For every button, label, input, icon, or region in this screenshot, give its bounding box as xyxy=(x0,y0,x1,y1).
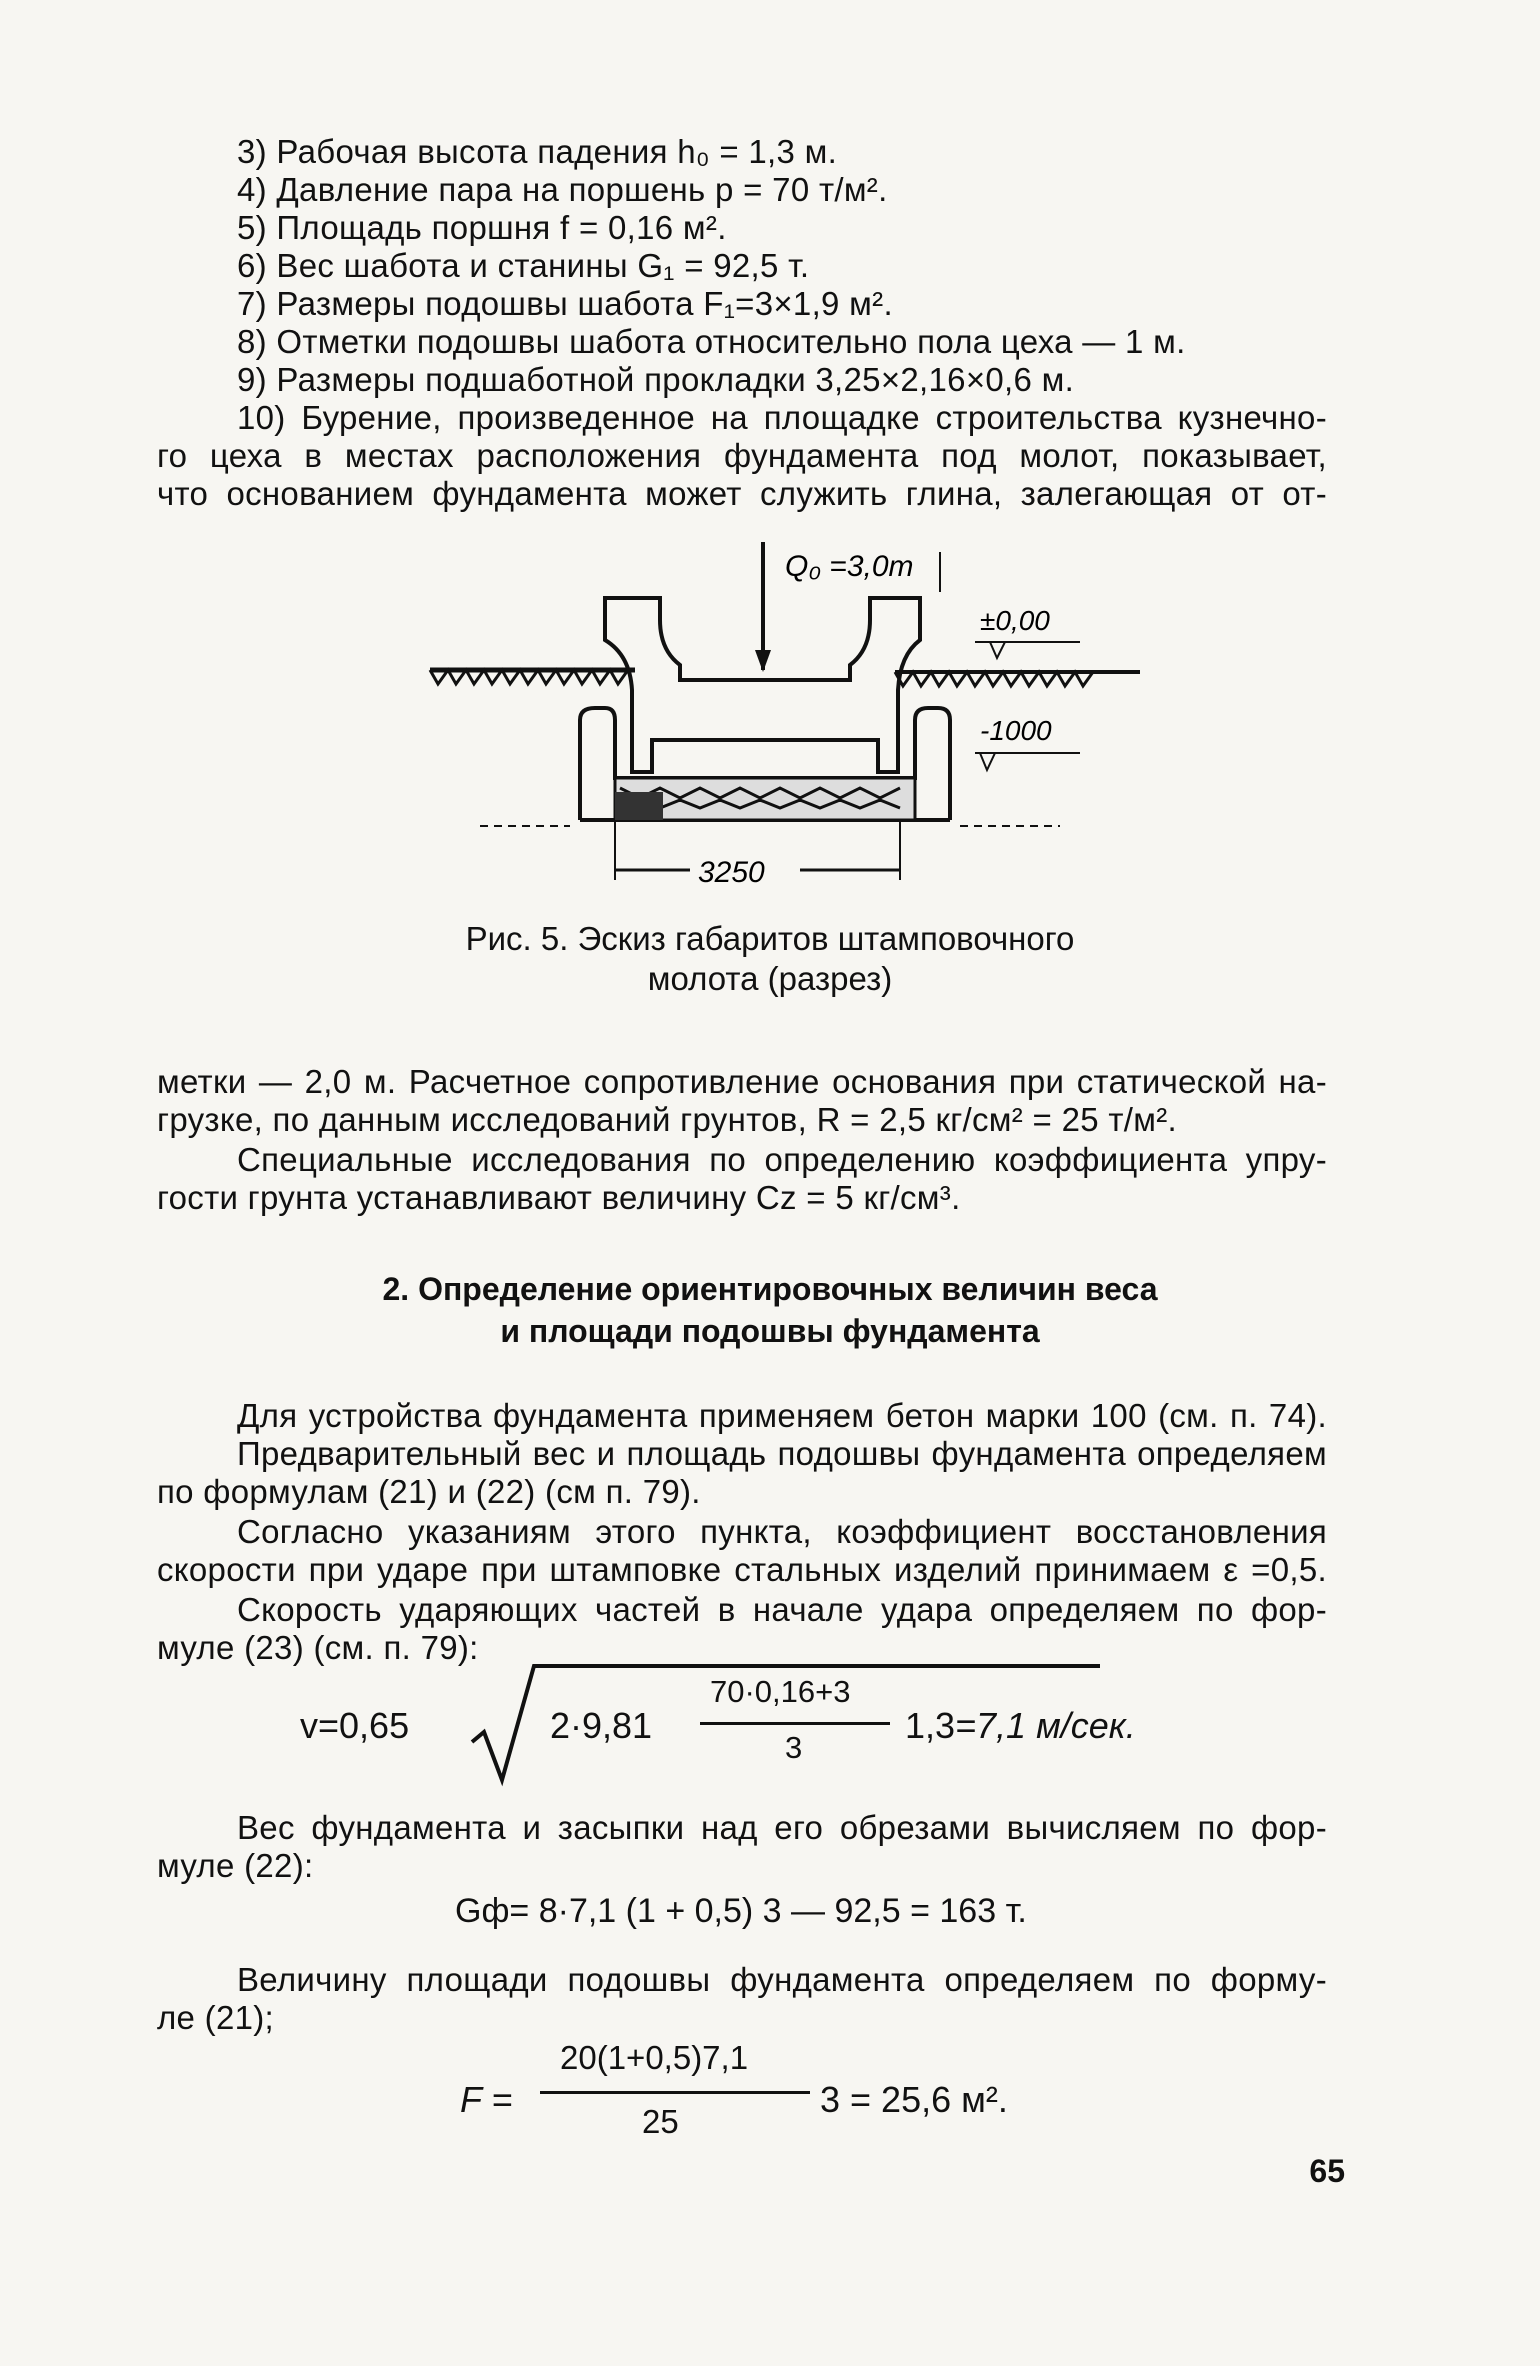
list-item-5: 5) Площадь поршня f = 0,16 м². xyxy=(237,209,727,246)
para4-line-2: муле (22): xyxy=(157,1847,314,1884)
para3-line-7: муле (23) (см. п. 79): xyxy=(157,1629,479,1666)
load-arrow-head xyxy=(755,650,771,672)
cushion-dark-left xyxy=(615,792,663,820)
ground-right-hatch xyxy=(895,672,1093,686)
item10-line-2: го цеха в местах расположения фундамента под молот, показывает, xyxy=(157,437,1327,474)
formula-v-post: 1,3 xyxy=(905,1705,956,1746)
area-formula xyxy=(460,2035,1060,2155)
level-minus-marker xyxy=(980,753,995,770)
formula-f-numerator: 20(1+0,5)7,1 xyxy=(560,2039,749,2076)
width-dimension-label: 3250 xyxy=(698,856,765,889)
formula-v-numerator: 70·0,16+3 xyxy=(710,1674,851,1709)
page-number: 65 xyxy=(1309,2153,1345,2189)
weight-formula: Gф= 8·7,1 (1 + 0,5) 3 — 92,5 = 163 т. xyxy=(455,1892,1027,1930)
para3-line-6: Скорость ударяющих частей в начале удара определяем по фор- xyxy=(237,1591,1327,1628)
para4-line-1: Вес фундамента и засыпки над его обрезами вычисляем по фор- xyxy=(237,1809,1327,1846)
para3-line-3: по формулам (21) и (22) (см п. 79). xyxy=(157,1473,701,1510)
item10-line-3: что основанием фундамента может служить глина, залегающая от от- xyxy=(157,475,1327,512)
level-zero-label: ±0,00 xyxy=(980,605,1050,636)
load-label: Q₀ =3,0т xyxy=(785,550,914,583)
formula-v-fraction-bar xyxy=(700,1722,890,1725)
para2-line-1: Специальные исследования по определению коэффициента упру- xyxy=(237,1141,1327,1178)
para3-line-1: Для устройства фундамента применяем бетон марки 100 (см. п. 74). xyxy=(237,1397,1327,1434)
formula-v-pre: 2·9,81 xyxy=(550,1705,653,1746)
item10-line-1: 10) Бурение, произведенное на площадке строительства кузнечно- xyxy=(237,399,1327,436)
formula-f-rhs: 3 = 25,6 м². xyxy=(820,2079,1008,2120)
section-heading-line-2: и площади подошвы фундамента xyxy=(500,1313,1040,1349)
foundation-sketch xyxy=(400,530,1180,910)
formula-f-fraction-bar xyxy=(540,2091,810,2094)
list-item-4: 4) Давление пара на поршень p = 70 т/м². xyxy=(237,171,888,208)
level-zero-marker xyxy=(990,642,1005,658)
para5-line-2: ле (21); xyxy=(157,1999,275,2036)
list-item-6: 6) Вес шабота и станины G₁ = 92,5 т. xyxy=(237,247,810,284)
section-heading-line-1: 2. Определение ориентировочных величин веса xyxy=(382,1271,1158,1307)
para3-line-2: Предварительный вес и площадь подошвы фундамента определяем xyxy=(237,1435,1327,1472)
figure-caption-line-2: молота (разрез) xyxy=(647,960,893,997)
list-item-9: 9) Размеры подшаботной прокладки 3,25×2,16×0,6 м. xyxy=(237,361,1075,398)
level-minus-label: -1000 xyxy=(980,715,1052,746)
formula-v-lhs: v=0,65 xyxy=(300,1705,410,1746)
velocity-formula xyxy=(300,1660,1300,1790)
para3-line-5: скорости при ударе при штамповке стальных изделий принимаем ε =0,5. xyxy=(157,1551,1327,1588)
formula-v-rhs: =7,1 м/сек. xyxy=(955,1705,1136,1746)
para1-line-1: метки — 2,0 м. Расчетное сопротивление основания при статической на- xyxy=(157,1063,1327,1100)
para2-line-2: гости грунта устанавливают величину Cᴢ = 5 кг/см³. xyxy=(157,1179,961,1216)
formula-f-denominator: 25 xyxy=(642,2103,679,2140)
para3-line-4: Согласно указаниям этого пункта, коэффициент восстановления xyxy=(237,1513,1327,1550)
para1-line-2: грузке, по данным исследований грунтов, R = 2,5 кг/см² = 25 т/м². xyxy=(157,1101,1177,1138)
list-item-8: 8) Отметки подошвы шабота относительно пола цеха — 1 м. xyxy=(237,323,1186,360)
list-item-3: 3) Рабочая высота падения h₀ = 1,3 м. xyxy=(237,133,838,170)
formula-f-lhs: F = xyxy=(460,2079,513,2120)
list-item-7: 7) Размеры подошвы шабота F₁=3×1,9 м². xyxy=(237,285,893,322)
para5-line-1: Величину площади подошвы фундамента определяем по форму- xyxy=(237,1961,1327,1998)
figure-caption-line-1: Рис. 5. Эскиз габаритов штамповочного xyxy=(465,920,1075,957)
formula-v-denominator: 3 xyxy=(785,1730,803,1765)
